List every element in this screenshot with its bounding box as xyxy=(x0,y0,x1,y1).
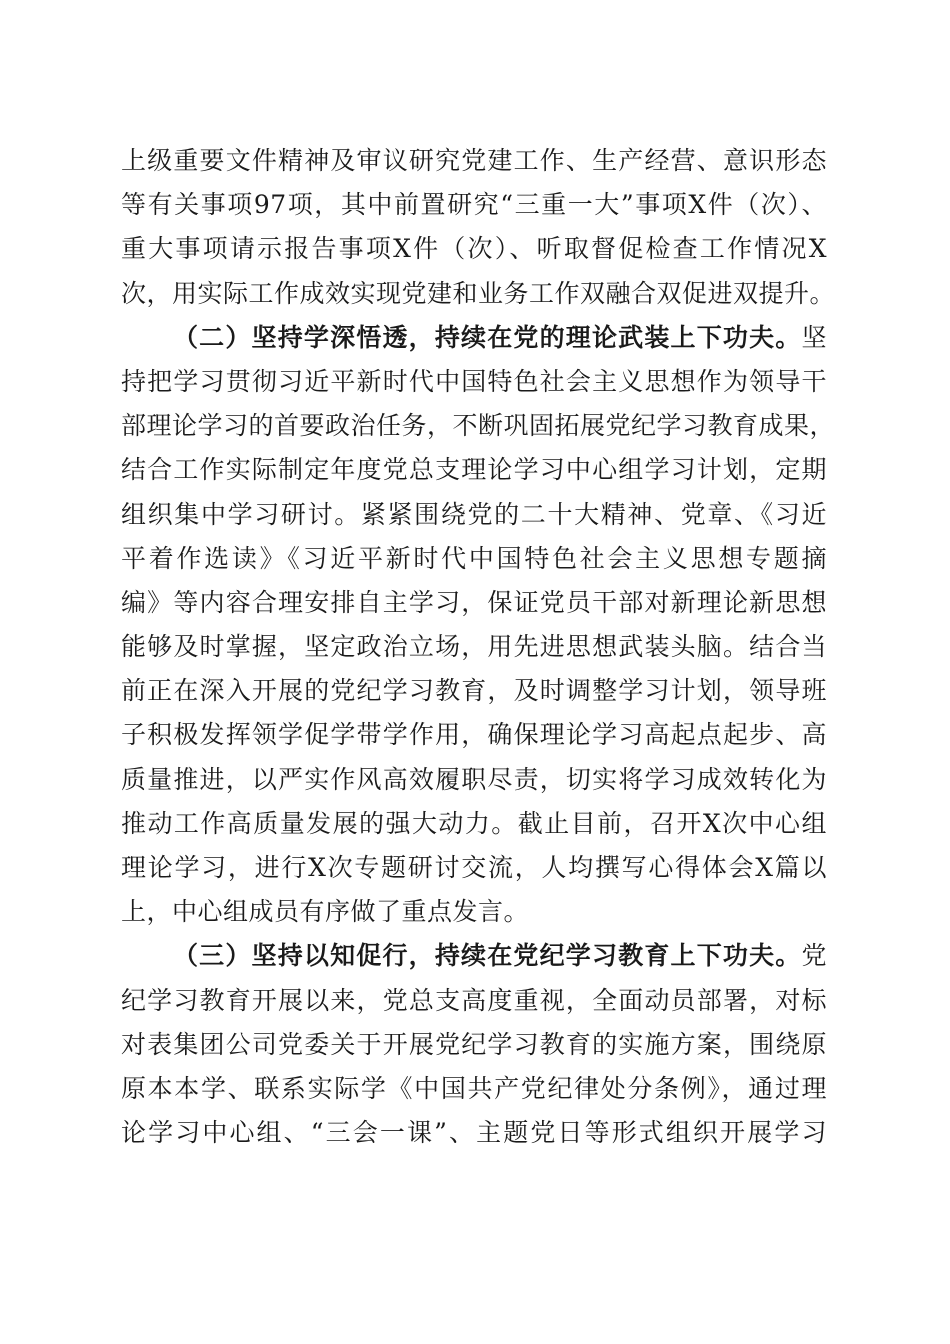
text-line: 平着作选读》《习近平新时代中国特色社会主义思想专题摘 xyxy=(121,543,827,573)
text-line: 持把学习贯彻习近平新时代中国特色社会主义思想作为领导干 xyxy=(121,366,827,396)
text-line: 推动工作高质量发展的强大动力。截止目前，召开X次中心组 xyxy=(121,808,827,838)
document-page xyxy=(121,139,836,1155)
text-span: 坚 xyxy=(801,322,827,352)
text-line: 上，中心组成员有序做了重点发言。 xyxy=(121,897,530,927)
text-line: 子积极发挥领学促学带学作用，确保理论学习高起点起步、高 xyxy=(121,720,827,750)
paragraph-2 xyxy=(121,316,836,935)
text-line: 对表集团公司党委关于开展党纪学习教育的实施方案，围绕原 xyxy=(121,1029,827,1059)
section-heading: （二）坚持学深悟透，持续在党的理论武装上下功夫。 xyxy=(173,322,802,352)
text-line: 重大事项请示报告事项X件（次）、听取督促检查工作情况X xyxy=(121,234,827,264)
section-heading: （三）坚持以知促行，持续在党纪学习教育上下功夫。 xyxy=(173,941,802,971)
text-line: 质量推进，以严实作风高效履职尽责，切实将学习成效转化为 xyxy=(121,764,827,794)
text-line: 上级重要文件精神及审议研究党建工作、生产经营、意识形态 xyxy=(121,146,827,175)
text-line: 等有关事项97项，其中前置研究“三重一大”事项X件（次）、 xyxy=(121,190,827,220)
text-line: 编》等内容合理安排自主学习，保证党员干部对新理论新思想 xyxy=(121,587,827,617)
paragraph-first-line xyxy=(121,316,827,360)
text-line: 纪学习教育开展以来，党总支高度重视，全面动员部署，对标 xyxy=(121,985,827,1015)
text-line: 能够及时掌握，坚定政治立场，用先进思想武装头脑。结合当 xyxy=(121,632,827,662)
text-line: 原本本学、联系实际学《中国共产党纪律处分条例》，通过理 xyxy=(121,1073,827,1103)
text-line: 组织集中学习研讨。紧紧围绕党的二十大精神、党章、《习近 xyxy=(121,499,827,529)
text-line: 前正在深入开展的党纪学习教育，及时调整学习计划，领导班 xyxy=(121,676,827,706)
paragraph-1 xyxy=(121,139,836,316)
paragraph-3 xyxy=(121,934,827,1155)
text-line: 次，用实际工作成效实现党建和业务工作双融合双促进双提升。 xyxy=(121,278,836,308)
text-line: 理论学习，进行X次专题研讨交流，人均撰写心得体会X篇以 xyxy=(121,853,827,882)
paragraph-first-line xyxy=(121,934,827,978)
text-line: 结合工作实际制定年度党总支理论学习中心组学习计划，定期 xyxy=(121,455,827,485)
text-line: 部理论学习的首要政治任务，不断巩固拓展党纪学习教育成果， xyxy=(121,411,836,441)
text-span: 党 xyxy=(801,941,827,971)
text-line: 论学习中心组、“三会一课”、主题党日等形式组织开展学习 xyxy=(121,1118,827,1148)
